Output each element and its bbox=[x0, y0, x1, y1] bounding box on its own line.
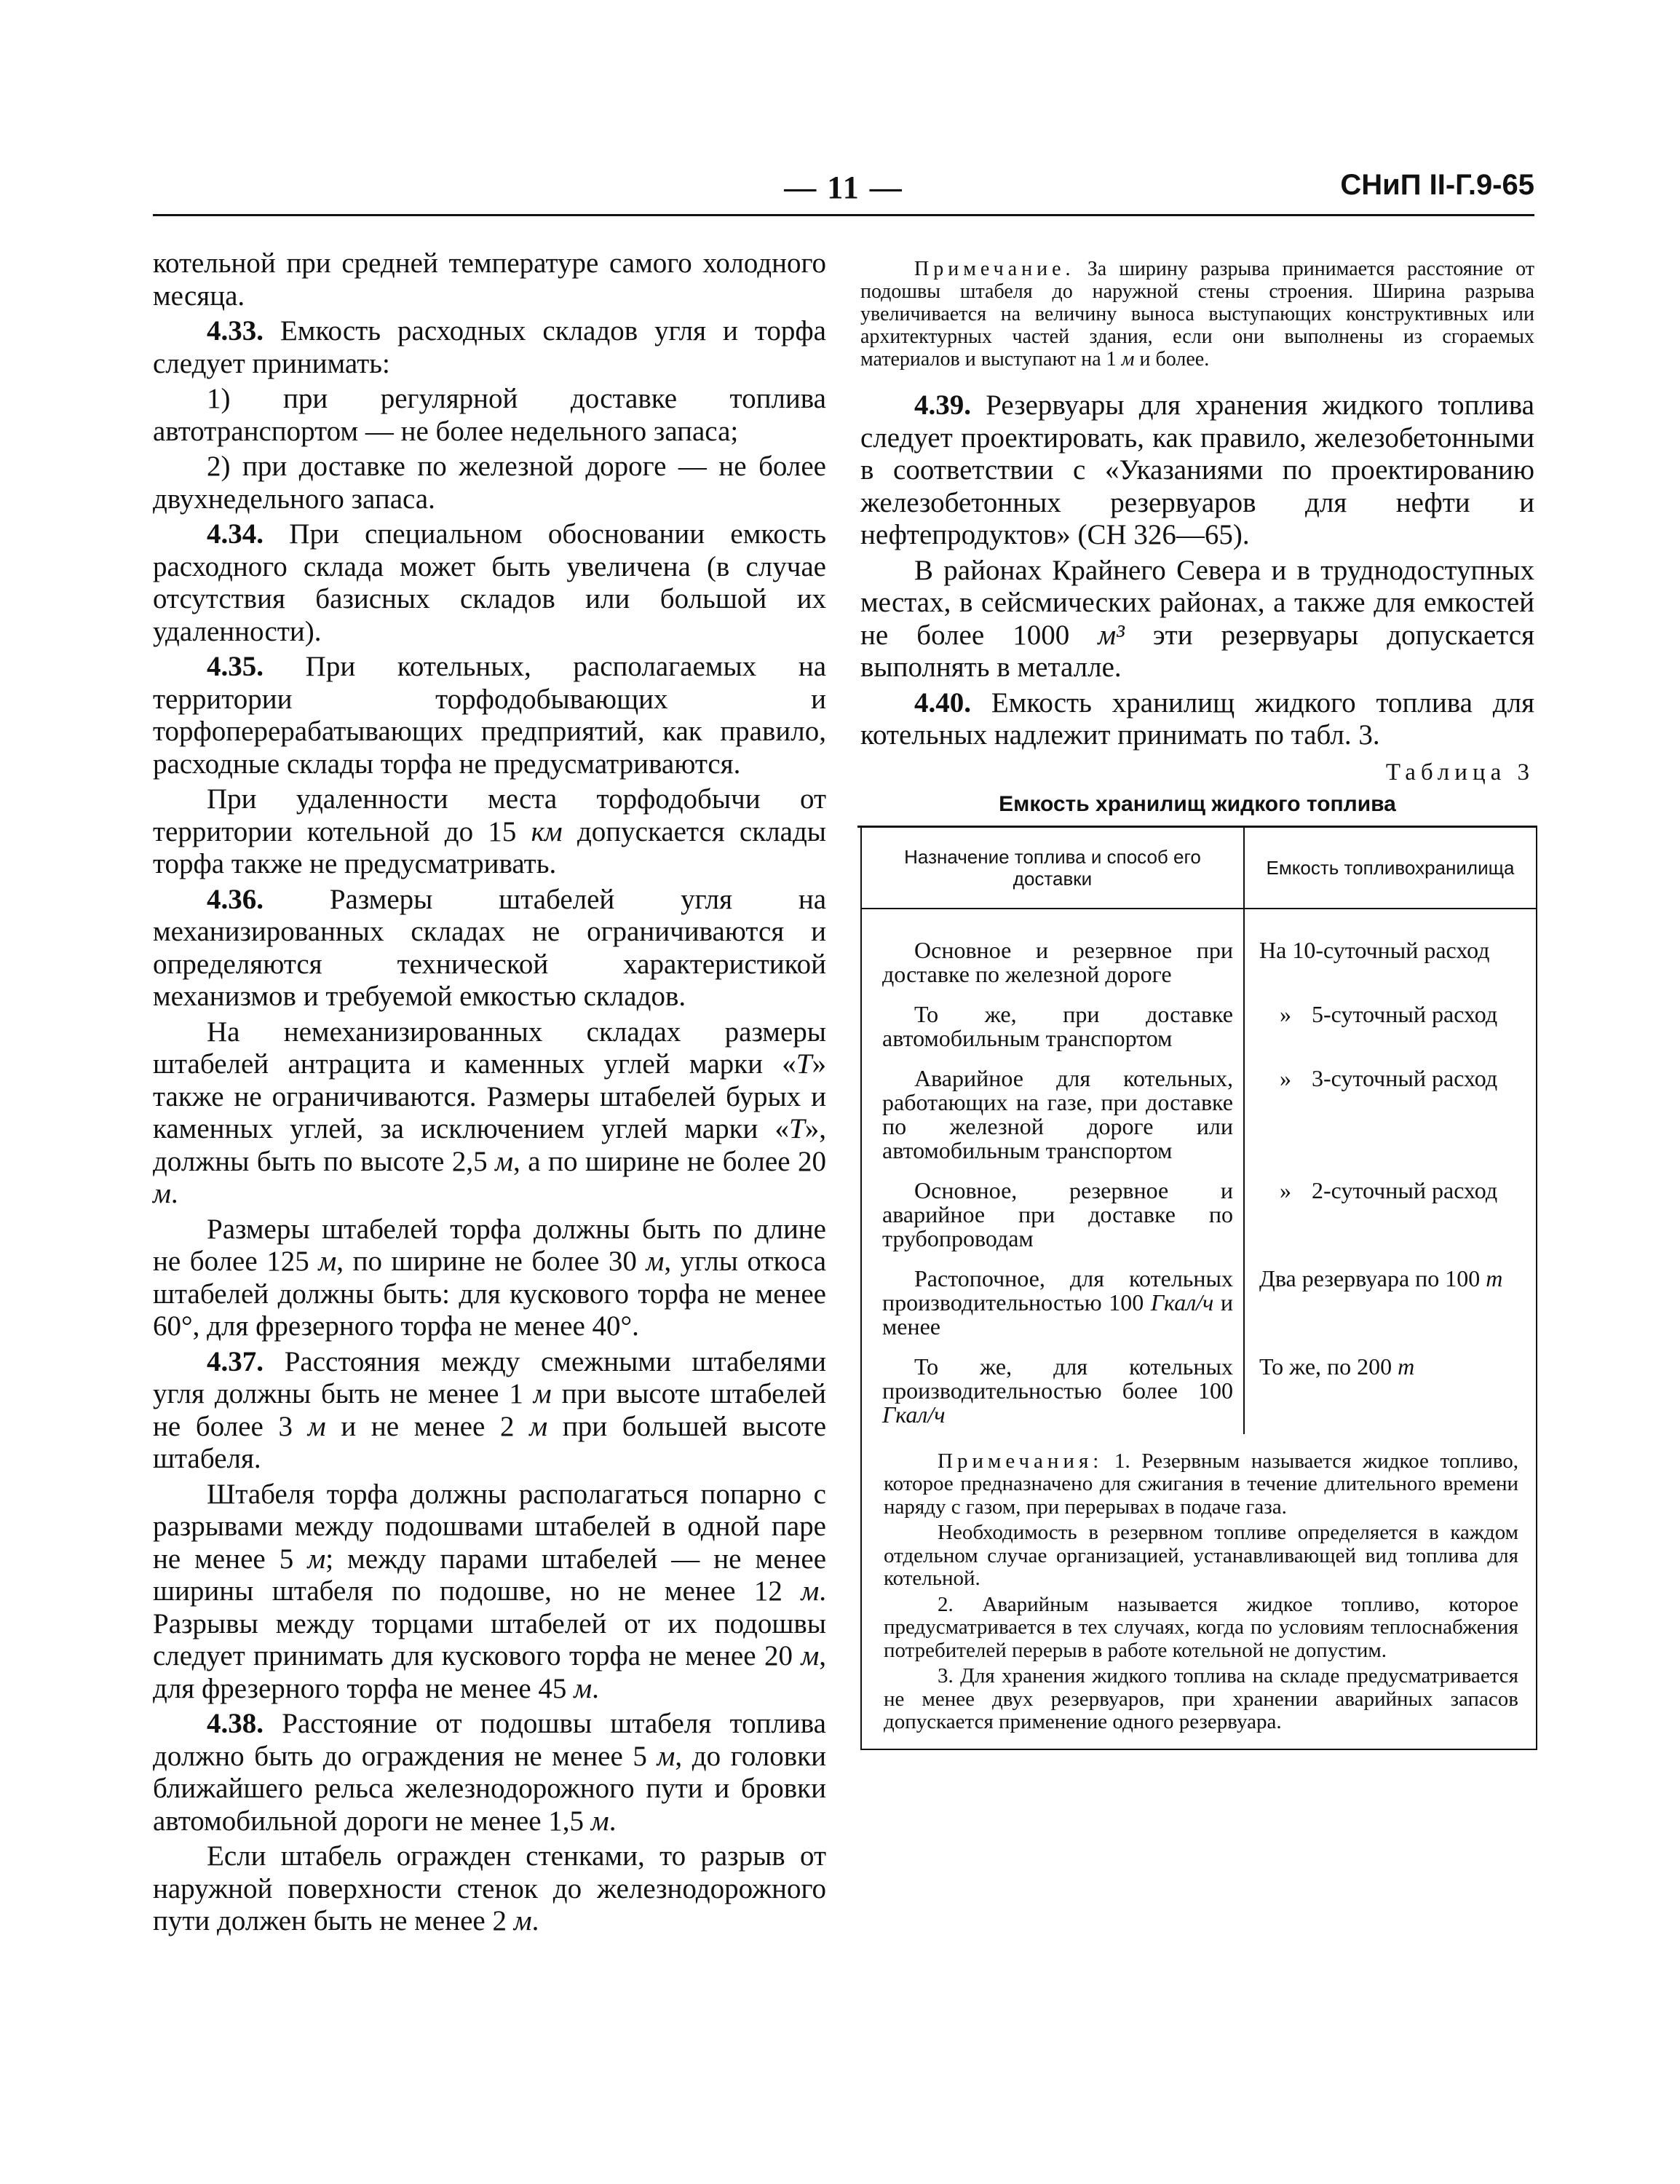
clause-number: 4.38. bbox=[207, 1708, 264, 1739]
purpose-text: Аварийное для котельных, работающих на газе, при доставке по железной дороге или автомобильным транспортом bbox=[882, 1064, 1233, 1163]
paragraph-continuation: котельной при средней температуре самого холодного месяца. bbox=[153, 248, 826, 312]
clause-4-33-item-2: 2) при доставке по железной дороге — не более двухнедельного запаса. bbox=[153, 451, 826, 515]
clause-text: Резервуары для хранения жидкого топлива следует проектировать, как правило, железобетонными в соответствии с «Указаниями по проектированию железобетонных резервуаров для нефти и нефтепродуктов» (СН 326—65). bbox=[860, 389, 1534, 550]
unit: м bbox=[1121, 348, 1135, 371]
unit: Гкал/ч bbox=[882, 1401, 946, 1428]
unit: т bbox=[1398, 1353, 1415, 1380]
ditto-mark: » bbox=[1280, 1064, 1291, 1091]
table-note-2: 2. Аварийным называется жидкое топливо, которое предусматривается в тех случаях, когда по условиям теплоснабжения потребителей перерыв в работе котельной не допустим. bbox=[884, 1592, 1518, 1662]
clause-4-33-item-1: 1) при регулярной доставке топлива автотранспортом — не более недельного запаса; bbox=[153, 383, 826, 447]
clause-4-36 bbox=[153, 884, 826, 1013]
text: . bbox=[609, 1805, 617, 1837]
clause-number: 4.33. bbox=[207, 315, 264, 347]
capacity-text: На 10-суточный расход bbox=[1259, 936, 1490, 963]
unit: м bbox=[513, 1905, 532, 1936]
unit: м bbox=[574, 1672, 593, 1704]
clause-4-39-paragraph-2 bbox=[860, 555, 1534, 684]
cell-purpose bbox=[861, 1346, 1244, 1434]
unit: м bbox=[533, 1378, 552, 1409]
clause-4-36-paragraph-3 bbox=[153, 1214, 826, 1343]
capacity-text: 2-суточный расход bbox=[1312, 1176, 1498, 1203]
clause-4-40 bbox=[860, 687, 1534, 752]
table-note-3: 3. Для хранения жидкого топлива на складе предусматривается не менее двух резервуаров, при хранении аварийных запасов допускается применение одного резервуара. bbox=[884, 1664, 1518, 1733]
cell-capacity bbox=[1244, 909, 1537, 994]
cell-capacity bbox=[1244, 1170, 1537, 1258]
clause-4-33 bbox=[153, 315, 826, 380]
text: Размеры штабелей торфа должны быть по длине не более 125 bbox=[153, 1213, 826, 1277]
grade: Т bbox=[789, 1113, 805, 1144]
clause-note bbox=[860, 258, 1534, 371]
capacity-table bbox=[860, 828, 1537, 1434]
unit: м bbox=[318, 1246, 337, 1277]
clause-text: При специальном обосновании емкость расходного склада может быть увеличена (в случае отсутствия базисных складов или большой их удаленности). bbox=[153, 518, 826, 647]
unit: м bbox=[657, 1740, 675, 1772]
clause-text: При котельных, располагаемых на территории торфодобывающих и торфоперерабатывающих предприятий, как правило, расходные склады торфа не предусматриваются. bbox=[153, 651, 827, 780]
column-header-purpose: Назначение топлива и способ его доставки bbox=[861, 828, 1244, 909]
capacity-text: 3-суточный расход bbox=[1312, 1064, 1498, 1091]
purpose-text bbox=[882, 1267, 1233, 1339]
clause-4-36-paragraph-2 bbox=[153, 1016, 826, 1211]
text: На немеханизированных складах размеры штабелей антрацита и каменных углей марки « bbox=[153, 1016, 826, 1080]
cell-capacity bbox=[1244, 1058, 1537, 1170]
cell-purpose bbox=[861, 1058, 1244, 1170]
table-title: Емкость хранилищ жидкого топлива bbox=[999, 792, 1396, 816]
capacity-text: То же, по 200 bbox=[1259, 1353, 1392, 1380]
text: эти резервуары допускается выполнять в металле. bbox=[860, 619, 1535, 683]
unit: т bbox=[1486, 1265, 1503, 1291]
purpose-text: То же, при доставке автомобильным транспортом bbox=[882, 1000, 1233, 1051]
table-3 bbox=[860, 826, 1534, 1750]
unit: Гкал/ч bbox=[1150, 1289, 1214, 1315]
text: . bbox=[592, 1672, 599, 1704]
text: То же, для котельных производительностью более 100 bbox=[882, 1353, 1233, 1404]
table-row bbox=[861, 1258, 1537, 1346]
text: Расстояние от подошвы штабеля топлива должно быть до ограждения не менее 5 bbox=[153, 1708, 826, 1772]
clause-4-34 bbox=[153, 518, 826, 648]
text: , а по ширине не более 20 bbox=[513, 1145, 827, 1177]
text: , для фрезерного торфа не менее 45 bbox=[153, 1640, 827, 1704]
purpose-text bbox=[882, 1355, 1233, 1427]
clause-number: 4.37. bbox=[207, 1345, 264, 1377]
cell-purpose bbox=[861, 909, 1244, 994]
page-number: — 11 — bbox=[784, 170, 903, 205]
text: и менее bbox=[882, 1289, 1234, 1340]
notes-label: Примечания: bbox=[938, 1449, 1104, 1473]
unit: м bbox=[307, 1543, 326, 1575]
text: . bbox=[531, 1905, 539, 1936]
unit: м bbox=[801, 1640, 820, 1671]
clause-4-38 bbox=[153, 1708, 826, 1837]
unit: м bbox=[153, 1178, 171, 1209]
table-note-1b: Необходимость в резервном топливе определяется в каждом отдельном случае организацией, устанавливающей вид топлива для котельной. bbox=[884, 1521, 1518, 1590]
cell-capacity bbox=[1244, 1258, 1537, 1346]
text: В районах Крайнего Севера и в труднодоступных местах, в сейсмических районах, а также для емкостей не более 1000 bbox=[860, 554, 1534, 651]
capacity-text: Два резервуара по 100 bbox=[1259, 1265, 1481, 1291]
text: Штабеля торфа должны располагаться попарно с разрывами между подошвами штабелей в одной паре не менее 5 bbox=[153, 1478, 826, 1575]
purpose-text: Основное и резервное при доставке по железной дороге bbox=[882, 936, 1233, 987]
clause-4-37-paragraph-2 bbox=[153, 1479, 826, 1706]
note-text: 1. Резервным называется жидкое топливо, которое предназначено для сжигания в течение длительного времени наряду с газом, при перерывах в подаче газа. bbox=[884, 1449, 1519, 1519]
text: . Разрывы между торцами штабелей от их подошвы следует принимать для кускового торфа не менее 20 bbox=[153, 1575, 826, 1671]
table-row bbox=[861, 1058, 1537, 1170]
ditto-mark: » bbox=[1280, 1176, 1291, 1203]
table-row bbox=[861, 1170, 1537, 1258]
table-notes bbox=[860, 1434, 1537, 1750]
unit: м³ bbox=[1098, 619, 1125, 651]
unit: м bbox=[529, 1410, 548, 1442]
text: ; между парами штабелей — не менее ширины штабеля по подошве, но не менее 12 bbox=[153, 1543, 827, 1607]
clause-number: 4.36. bbox=[207, 883, 264, 915]
text: При удаленности места торфодобычи от территории котельной до 15 bbox=[153, 783, 826, 847]
table-note-1 bbox=[884, 1450, 1518, 1519]
note-label: Примечание. bbox=[914, 258, 1075, 280]
unit: м bbox=[646, 1246, 665, 1277]
text: , углы откоса штабелей должны быть: для кускового торфа не менее 60°, для фрезерного торфа не менее 40°. bbox=[153, 1246, 827, 1342]
text: и не менее 2 bbox=[341, 1410, 515, 1442]
clause-text: Размеры штабелей угля на механизированных складах не ограничиваются и определяются технической характеристикой механизмов и требуемой емкостью складов. bbox=[153, 883, 827, 1012]
document-id: СНиП II-Г.9-65 bbox=[1340, 169, 1534, 201]
right-column bbox=[860, 248, 1534, 1750]
clause-4-39 bbox=[860, 389, 1534, 552]
unit: м bbox=[495, 1145, 513, 1177]
text: » также не ограничиваются. Размеры штабелей бурых и каменных углей, за исключением углей марки « bbox=[153, 1048, 826, 1144]
clause-4-38-paragraph-2 bbox=[153, 1840, 826, 1938]
table-header-row bbox=[861, 828, 1537, 909]
capacity-text: 5-суточный расход bbox=[1312, 1000, 1498, 1027]
unit: км bbox=[531, 815, 563, 847]
purpose-text: Основное, резервное и аварийное при доставке по трубопроводам bbox=[882, 1176, 1233, 1251]
text: . bbox=[170, 1178, 178, 1209]
unit: м bbox=[307, 1410, 326, 1442]
text: при высоте штабелей не более 3 bbox=[153, 1378, 827, 1442]
table-row bbox=[861, 1346, 1537, 1434]
table-row bbox=[861, 909, 1537, 994]
text: допускается склады торфа также не предусматривать. bbox=[153, 815, 827, 879]
cell-purpose bbox=[861, 994, 1244, 1058]
clause-number: 4.39. bbox=[914, 389, 971, 421]
clause-number: 4.35. bbox=[207, 651, 264, 682]
text: , до головки ближайшего рельса железнодорожного пути и бровки автомобильной дороги не менее 1,5 bbox=[153, 1740, 826, 1837]
clause-4-35-paragraph bbox=[153, 783, 826, 881]
clause-number: 4.34. bbox=[207, 518, 264, 550]
text: Растопочное, для котельных производительностью 100 bbox=[882, 1265, 1233, 1315]
text: Если штабель огражден стенками, то разрыв от наружной поверхности стенок до железнодорожного пути должен быть не менее 2 bbox=[153, 1840, 826, 1936]
cell-capacity bbox=[1244, 1346, 1537, 1434]
text: при большей высоте штабеля. bbox=[153, 1410, 827, 1474]
note-text: За ширину разрыва принимается расстояние от подошвы штабеля до наружной стены строения. Ширина разрыва увеличивается на величину выноса выступающих конструктивных или архитектурных частей здания, если они выполнены из сгораемых материалов и выступают на 1 bbox=[860, 258, 1535, 371]
clause-number: 4.40. bbox=[914, 687, 971, 719]
left-column bbox=[153, 248, 826, 1938]
page-header bbox=[153, 169, 1534, 213]
cell-capacity bbox=[1244, 994, 1537, 1058]
table-row bbox=[861, 994, 1537, 1058]
unit: м bbox=[590, 1805, 609, 1837]
table-caption: Таблица 3 bbox=[1385, 759, 1534, 786]
text: , по ширине не более 30 bbox=[336, 1246, 637, 1277]
ditto-mark: » bbox=[1280, 1000, 1291, 1027]
text: », должны быть по высоте 2,5 bbox=[153, 1113, 826, 1177]
unit: м bbox=[801, 1575, 820, 1607]
clause-4-37 bbox=[153, 1346, 826, 1476]
column-header-capacity: Емкость топливохранилища bbox=[1244, 828, 1537, 909]
clause-text: Емкость расходных складов угля и торфа следует принимать: bbox=[153, 315, 826, 379]
cell-purpose bbox=[861, 1258, 1244, 1346]
text: Расстояния между смежными штабелями угля должны быть не менее 1 bbox=[153, 1345, 826, 1409]
clause-text: Емкость хранилищ жидкого топлива для котельных надлежит принимать по табл. 3. bbox=[860, 687, 1535, 751]
grade: Т bbox=[796, 1048, 812, 1080]
header-rule bbox=[153, 214, 1534, 216]
cell-purpose bbox=[861, 1170, 1244, 1258]
note-text: и более. bbox=[1139, 348, 1210, 371]
clause-4-35 bbox=[153, 651, 826, 780]
